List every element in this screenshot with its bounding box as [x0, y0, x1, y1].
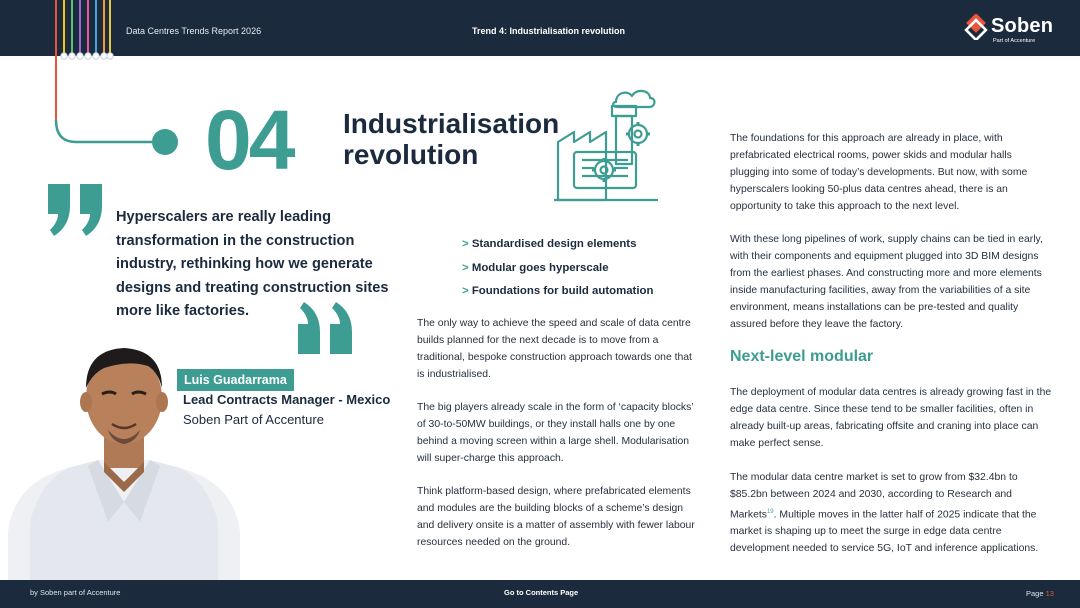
highlight-label: Foundations for build automation	[471, 285, 654, 298]
footnote-reference[interactable]: 19	[766, 508, 774, 515]
page-label: Page	[1026, 589, 1044, 598]
factory-gear-icon	[554, 80, 658, 204]
body-paragraph-3: Think platform-based design, where prefabricated elements and modules are the building blocks of a scheme’s design and delivery onsite is a matter of assembly with fewer labour resources needed on the ground.	[417, 486, 695, 548]
subheading-part-1: Next-level	[730, 348, 806, 365]
paragraph-7-text-a: The modular data centre market is set to grow from $32.4bn to $85.2bn between 2024 and 2030, according to Research and Markets	[730, 472, 1018, 521]
soben-logo[interactable]	[963, 14, 1063, 46]
trend-title	[343, 108, 573, 170]
body-paragraph-1: The only way to achieve the speed and scale of data centre builds planned for the next decade is to move from a traditional, bespoke construction approach towards one that is industrialised.	[417, 318, 692, 380]
decorative-lines	[0, 0, 200, 160]
highlight-item[interactable]	[462, 283, 702, 307]
chevron-right-icon: >	[462, 261, 469, 274]
speaker-name: Luis Guadarrama	[177, 369, 294, 391]
logo-brand: Soben	[991, 15, 1054, 37]
subheading-part-2: modular	[805, 348, 874, 365]
body-paragraph-6: The deployment of modular data centres is already growing fast in the edge data centre. Since these tend to be smaller facilities, often in already built-up areas, fabricating offsite and craning into place can make perfect sense.	[730, 387, 1052, 449]
body-paragraph-4: The foundations for this approach are already in place, with prefabricated electrical rooms, power skids and modular halls plugging into some of today’s developments. But now, with some hyperscalers looking 50-plus data centres ahead, there is an opportunity to take this approach to the next level.	[730, 133, 1028, 212]
highlights-list	[462, 236, 702, 307]
body-paragraph-2: The big players already scale in the form of ‘capacity blocks’ of 30-to-50MW buildings, or they install halls one by one behind a moving screen within a large shell. Modularisation will super-charge this approach.	[417, 402, 694, 464]
chevron-right-icon: >	[462, 285, 469, 298]
body-paragraph-5: With these long pipelines of work, supply chains can be tied in early, with their components and equipment plugged into 3D BIM designs from the earliest phases. And constructing more and more elements inside manufacturing facilities, away from the variabilities of a site environment, means installations can be pre-tested and quality assured before they leave the factory.	[730, 234, 1043, 330]
report-title: Data Centres Trends Report 2026	[126, 26, 262, 36]
page-number: 13	[1045, 589, 1054, 598]
contents-page-link[interactable]: Go to Contents Page	[504, 588, 579, 597]
trend-title-line-2: revolution	[343, 139, 479, 170]
logo-tagline: Part of Accenture	[993, 38, 1036, 44]
body-paragraph-7	[730, 470, 1048, 558]
footer-bar	[0, 580, 1080, 608]
speaker-role: Lead Contracts Manager - Mexico	[183, 392, 391, 407]
chevron-right-icon: >	[462, 238, 469, 250]
highlight-label: Standardised design elements	[471, 238, 637, 250]
trend-title-line-1: Industrialisation	[343, 108, 560, 139]
highlight-item[interactable]	[462, 260, 702, 284]
open-quote-icon	[44, 184, 108, 236]
highlight-label: Modular goes hyperscale	[471, 261, 609, 274]
paragraph-7-text-b: . Multiple moves in the latter half of 2025 indicate that the market is shaping up to meet the surge in edge data centre development needed to service 5G, IoT and inference applications.	[730, 509, 1039, 555]
highlight-item[interactable]	[462, 236, 702, 260]
footer-credit: by Soben part of Accenture	[30, 588, 121, 597]
section-subheading	[730, 348, 873, 366]
section-title: Trend 4: Industrialisation revolution	[472, 26, 626, 36]
trend-number: 04	[205, 93, 293, 187]
page-indicator	[1026, 589, 1054, 598]
pull-quote: Hyperscalers are really leading transformation in the construction industry, rethinking how we generate designs and treating construction sites more like factories.	[116, 209, 389, 320]
close-quote-icon	[292, 302, 356, 354]
speaker-organisation: Soben Part of Accenture	[183, 412, 324, 427]
soben-logo-icon	[963, 14, 989, 40]
